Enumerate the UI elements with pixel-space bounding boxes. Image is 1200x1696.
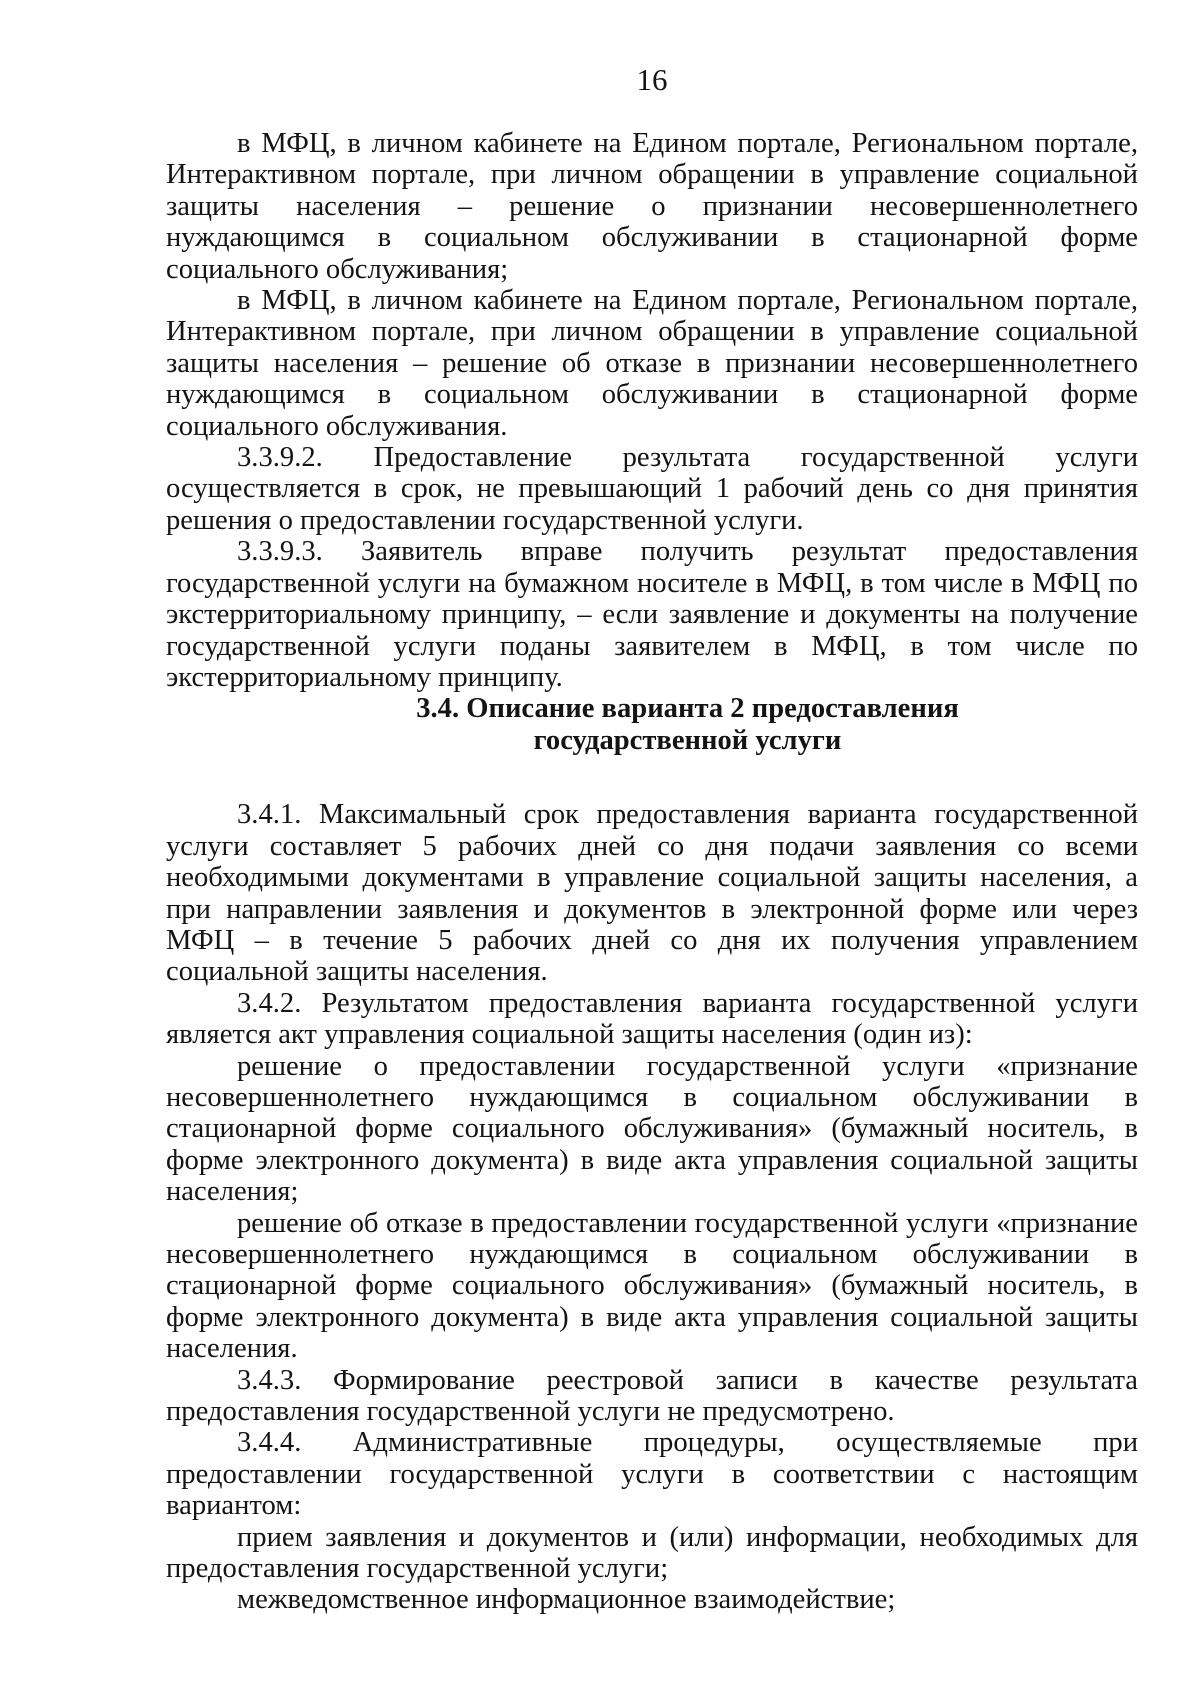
paragraph: межведомственное информационное взаимодействие;	[237, 1584, 896, 1616]
paragraph: 3.4.1. Максимальный срок предоставления варианта государственной услуги составляет 5 рабочих дней со дня подачи заявления со всеми необходимыми документами в управление социальной защиты населения, а при направлении заявления и документов в электронной форме или через МФЦ – в течение 5 рабочих дней со дня их получения управлением социальной защиты населения.	[166, 799, 1138, 988]
paragraph: 3.4.3. Формирование реестровой записи в качестве результата предоставления государственной услуги не предусмотрено.	[166, 1364, 1138, 1428]
section-heading-line: 3.4. Описание варианта 2 предоставления	[416, 693, 959, 725]
paragraph: прием заявления и документов и (или) информации, необходимых для предоставления государственной услуги;	[166, 1521, 1138, 1585]
paragraph: решение об отказе в предоставлении государственной услуги «признание несовершеннолетнего нуждающимся в социальном обслуживании в стационарной форме социального обслуживания» (бумажный носитель, в форме электронного документа) в виде акта управления социальной защиты населения.	[166, 1207, 1138, 1365]
page-number: 16	[636, 62, 668, 97]
paragraph: в МФЦ, в личном кабинете на Едином портале, Региональном портале, Интерактивном портале, при личном обращении в управление социальной защиты населения – решение о признании несовершеннолетнего нуждающимся в социальном обслуживании в стационарной форме социального обслуживания;	[166, 128, 1138, 285]
section-heading	[166, 693, 1138, 757]
paragraph: 3.4.2. Результатом предоставления варианта государственной услуги является акт управления социальной защиты населения (один из):	[166, 987, 1138, 1051]
document-body	[166, 128, 1138, 1616]
paragraph: 3.4.4. Административные процедуры, осуществляемые при предоставлении государственной услуги в соответствии с настоящим вариантом:	[166, 1427, 1138, 1522]
paragraph: решение о предоставлении государственной услуги «признание несовершеннолетнего нуждающимся в социальном обслуживании в стационарной форме социального обслуживания» (бумажный носитель, в форме электронного документа) в виде акта управления социальной защиты населения;	[166, 1050, 1138, 1208]
paragraph: 3.3.9.2. Предоставление результата государственной услуги осуществляется в срок, не превышающий 1 рабочий день со дня принятия решения о предоставлении государственной услуги.	[166, 442, 1138, 536]
paragraph: 3.3.9.3. Заявитель вправе получить результат предоставления государственной услуги на бумажном носителе в МФЦ, в том числе в МФЦ по экстерриториальному принципу, – если заявление и документы на получение государственной услуги поданы заявителем в МФЦ, в том числе по экстерриториальному принципу.	[166, 536, 1138, 693]
section-heading-line: государственной услуги	[533, 725, 842, 757]
paragraph: в МФЦ, в личном кабинете на Едином портале, Региональном портале, Интерактивном портале, при личном обращении в управление социальной защиты населения – решение об отказе в признании несовершеннолетнего нуждающимся в социальном обслуживании в стационарной форме социального обслуживания.	[166, 285, 1138, 442]
